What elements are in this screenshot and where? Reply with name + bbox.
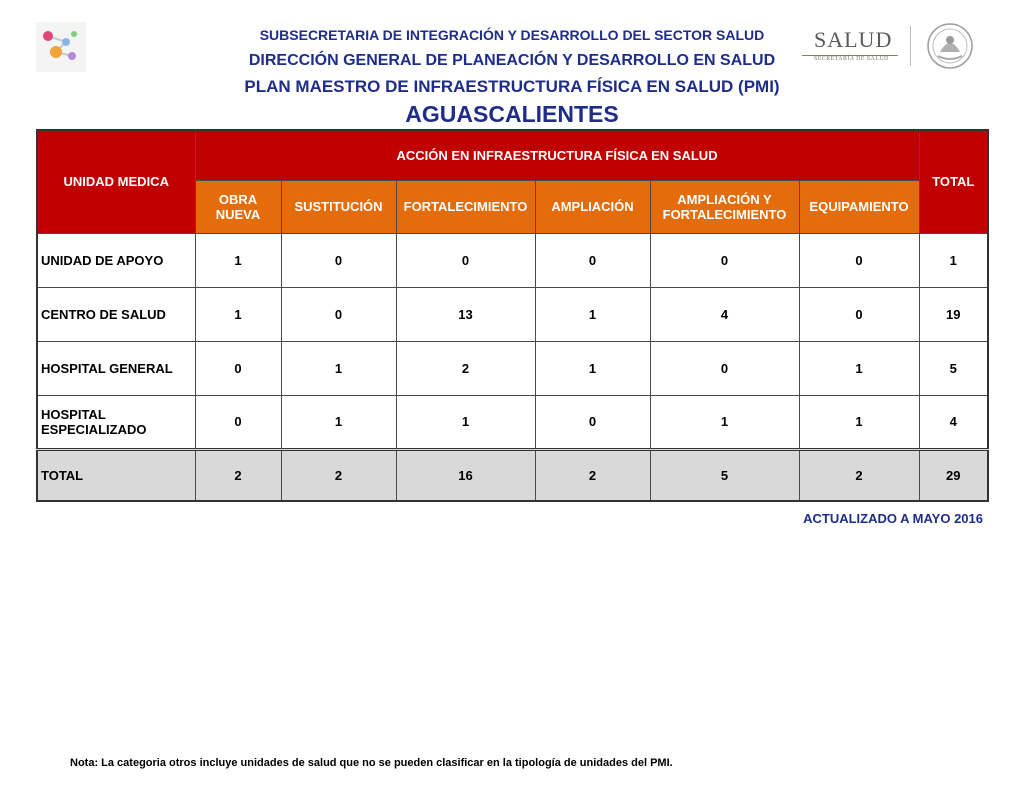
table-row [37, 287, 988, 341]
cell: 1 [281, 395, 396, 449]
cell: 1 [535, 341, 650, 395]
total-row-label: TOTAL [37, 449, 195, 501]
cell: 0 [799, 287, 919, 341]
cell: 1 [195, 287, 281, 341]
table-row [37, 233, 988, 287]
row-total: 5 [919, 341, 988, 395]
total-cell: 2 [535, 449, 650, 501]
col-header-fortalecimiento: FORTALECIMIENTO [396, 180, 535, 233]
row-total: 1 [919, 233, 988, 287]
cell: 2 [396, 341, 535, 395]
row-label: CENTRO DE SALUD [37, 287, 195, 341]
cell: 0 [396, 233, 535, 287]
cell: 0 [195, 341, 281, 395]
row-total: 4 [919, 395, 988, 449]
cell: 1 [281, 341, 396, 395]
col-header-unidad-medica: UNIDAD MEDICA [37, 130, 195, 233]
cell: 1 [650, 395, 799, 449]
cell: 0 [535, 395, 650, 449]
total-cell: 16 [396, 449, 535, 501]
salud-logo-subtitle: SECRETARÍA DE SALUD [814, 56, 889, 62]
row-label: UNIDAD DE APOYO [37, 233, 195, 287]
header-state: AGUASCALIENTES [405, 101, 619, 127]
cell: 1 [535, 287, 650, 341]
grand-total: 29 [919, 449, 988, 501]
col-header-group: ACCIÓN EN INFRAESTRUCTURA FÍSICA EN SALUD [195, 130, 919, 180]
row-label: HOSPITAL GENERAL [37, 341, 195, 395]
updated-date: ACTUALIZADO A MAYO 2016 [803, 511, 983, 526]
pmi-table [36, 129, 989, 502]
salud-logo-word: SALUD [814, 27, 893, 52]
cell: 1 [396, 395, 535, 449]
table-row [37, 341, 988, 395]
total-cell: 2 [195, 449, 281, 501]
header-direccion: DIRECCIÓN GENERAL DE PLANEACIÓN Y DESARROLLO EN SALUD [248, 52, 776, 69]
total-cell: 2 [799, 449, 919, 501]
row-label: HOSPITAL ESPECIALIZADO [37, 395, 195, 449]
cell: 0 [535, 233, 650, 287]
table-total-row [37, 449, 988, 501]
header-plan: PLAN MAESTRO DE INFRAESTRUCTURA FÍSICA EN SALUD (PMI) [244, 77, 780, 96]
cell: 0 [650, 341, 799, 395]
header-subsecretaria: SUBSECRETARIA DE INTEGRACIÓN Y DESARROLLO DEL SECTOR SALUD [259, 27, 765, 43]
cell: 0 [281, 233, 396, 287]
cell: 0 [799, 233, 919, 287]
col-header-total: TOTAL [919, 130, 988, 233]
footnote: Nota: La categoria otros incluye unidades de salud que no se pueden clasificar en la tipología de unidades del PMI. [70, 757, 673, 769]
col-header-ampliacion-fortalecimiento: AMPLIACIÓN Y FORTALECIMIENTO [650, 180, 799, 233]
cell: 0 [195, 395, 281, 449]
col-header-obra-nueva: OBRA NUEVA [195, 180, 281, 233]
col-header-sustitucion: SUSTITUCIÓN [281, 180, 396, 233]
cell: 0 [650, 233, 799, 287]
col-header-equipamiento: EQUIPAMIENTO [799, 180, 919, 233]
row-total: 19 [919, 287, 988, 341]
total-cell: 2 [281, 449, 396, 501]
col-header-ampliacion: AMPLIACIÓN [535, 180, 650, 233]
cell: 1 [799, 341, 919, 395]
cell: 0 [281, 287, 396, 341]
table-row [37, 395, 988, 449]
cell: 13 [396, 287, 535, 341]
cell: 4 [650, 287, 799, 341]
total-cell: 5 [650, 449, 799, 501]
cell: 1 [195, 233, 281, 287]
cell: 1 [799, 395, 919, 449]
